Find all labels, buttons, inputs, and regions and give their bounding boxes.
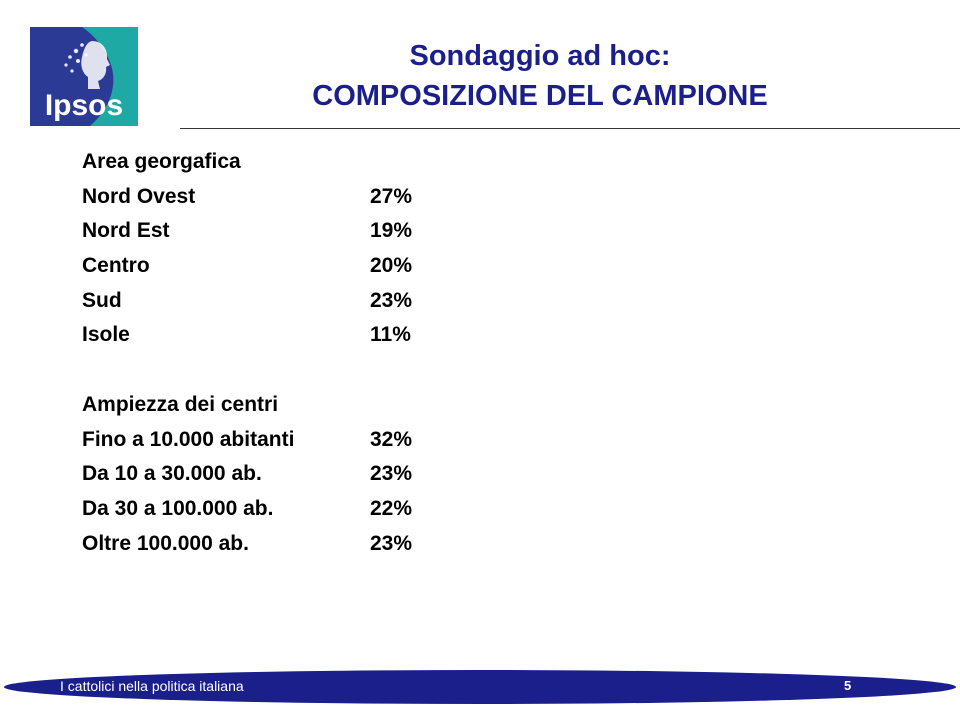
title-line-2: COMPOSIZIONE DEL CAMPIONE bbox=[312, 80, 768, 112]
table-row bbox=[82, 457, 430, 492]
table-row bbox=[82, 318, 430, 353]
slide-title bbox=[180, 36, 900, 116]
title-line-1: Sondaggio ad hoc: bbox=[409, 40, 671, 72]
page-number: 5 bbox=[844, 678, 852, 693]
row-label: Oltre 100.000 ab. bbox=[82, 531, 249, 555]
table-row bbox=[82, 249, 430, 284]
ipsos-logo bbox=[30, 27, 138, 126]
table-row bbox=[82, 492, 430, 527]
table-row bbox=[82, 526, 430, 561]
row-value: 11% bbox=[370, 323, 411, 347]
row-label: Nord Ovest bbox=[82, 184, 196, 208]
row-value: 32% bbox=[370, 427, 413, 451]
sample-composition-table bbox=[82, 145, 430, 561]
row-label: Isole bbox=[82, 323, 130, 347]
row-label: Da 10 a 30.000 ab. bbox=[82, 462, 262, 486]
row-label: Fino a 10.000 abitanti bbox=[82, 427, 295, 451]
spacer bbox=[82, 353, 430, 388]
row-value: 23% bbox=[370, 531, 413, 555]
row-label: Nord Est bbox=[82, 219, 170, 243]
table-row bbox=[82, 283, 430, 318]
row-label: Sud bbox=[82, 288, 122, 312]
section-heading: Ampiezza dei centri bbox=[82, 393, 279, 417]
section-heading: Area georgafica bbox=[82, 150, 241, 174]
row-label: Centro bbox=[82, 254, 150, 278]
table-row bbox=[82, 214, 430, 249]
row-value: 23% bbox=[370, 462, 413, 486]
table-row bbox=[82, 423, 430, 458]
row-value: 27% bbox=[370, 184, 413, 208]
row-value: 19% bbox=[370, 219, 413, 243]
logo-text: Ipsos bbox=[44, 89, 124, 122]
footer-text: I cattolici nella politica italiana bbox=[60, 678, 244, 694]
row-value: 23% bbox=[370, 288, 413, 312]
row-label: Da 30 a 100.000 ab. bbox=[82, 497, 274, 521]
row-value: 22% bbox=[370, 497, 413, 521]
table-row bbox=[82, 180, 430, 215]
footer-bar bbox=[0, 668, 960, 708]
row-value: 20% bbox=[370, 254, 413, 278]
title-divider bbox=[180, 128, 960, 129]
